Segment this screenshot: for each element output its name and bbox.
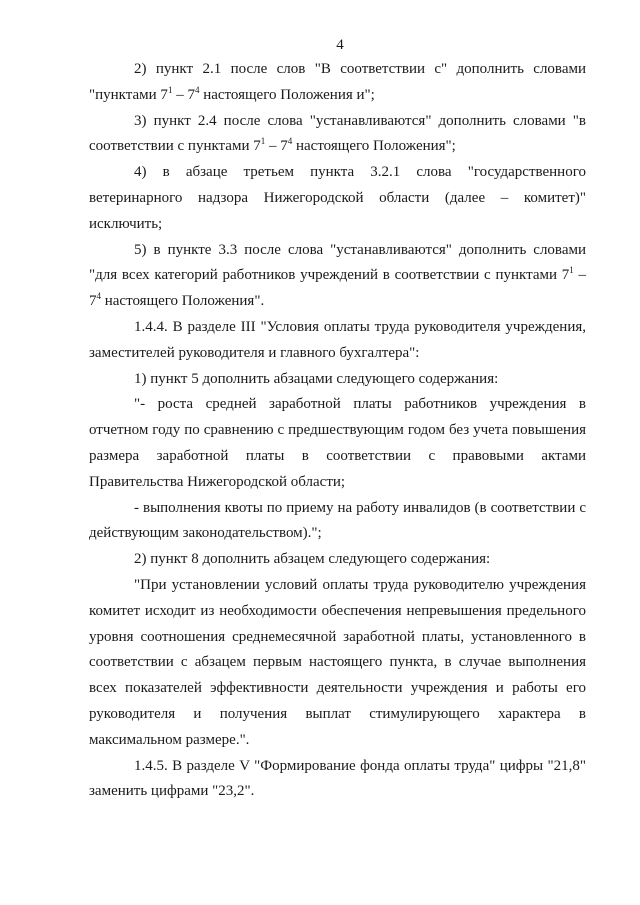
superscript: 1 — [167, 84, 173, 95]
quoted-paragraph: - выполнения квоты по приему на работу инвалидов (в соответствии с действующим законодательством)."; — [89, 499, 586, 542]
document-body — [89, 57, 586, 805]
paragraph-text: – 7 — [265, 138, 288, 155]
superscript: 1 — [569, 265, 574, 276]
paragraph-text: 3) пункт 2.4 после слова "устанавливаются" дополнить словами "в соответствии с пунктами 7 — [89, 112, 586, 155]
superscript: 4 — [96, 291, 101, 302]
quoted-paragraph: "- роста средней заработной платы работников учреждения в отчетном году по сравнению с предшествующим годом без учета повышения размера заработной платы в соответствии с правовыми актами Правительства Нижегородской области; — [89, 396, 586, 490]
superscript: 4 — [194, 84, 200, 95]
paragraph-text: – 7 — [89, 267, 587, 310]
paragraph-item-1: 1) пункт 5 дополнить абзацами следующего содержания: — [134, 370, 499, 387]
paragraph-text: настоящего Положения"; — [292, 138, 456, 155]
paragraph-item-3 — [89, 109, 586, 161]
superscript: 1 — [260, 136, 266, 147]
section-1-4-4: 1.4.4. В разделе III "Условия оплаты труда руководителя учреждения, заместителей руководителя и главного бухгалтера": — [89, 318, 586, 361]
page-number: 4 — [336, 37, 344, 53]
section-1-4-5: 1.4.5. В разделе V "Формирование фонда оплаты труда" цифры "21,8" заменить цифрами "23,2". — [89, 757, 586, 800]
paragraph-text: настоящего Положения и"; — [199, 86, 375, 103]
paragraph-text: – 7 — [172, 86, 195, 103]
paragraph-text: 5) в пункте 3.3 после слова "устанавливаются" дополнить словами "для всех категорий работников учреждений в соответствии с пунктами 7 — [89, 241, 586, 284]
paragraph-item-5 — [89, 238, 586, 315]
quoted-paragraph: "При установлении условий оплаты труда руководителю учреждения комитет исходит из необходимости обеспечения непревышения предельного уровня соотношения среднемесячной заработной платы, установленного в соответствии с абзацем первым настоящего пункта, в случае выполнения всех показателей эффективности деятельности учреждения и работы его руководителя и получения выплат стимулирующего характера в максимальном размере.". — [89, 576, 586, 748]
paragraph-item-2b: 2) пункт 8 дополнить абзацем следующего содержания: — [134, 551, 491, 568]
paragraph-item-2 — [89, 57, 586, 109]
paragraph-item-4: 4) в абзаце третьем пункта 3.2.1 слова "государственного ветеринарного надзора Нижегородской области (далее – комитет)" исключить; — [89, 164, 586, 232]
superscript: 4 — [287, 136, 293, 147]
paragraph-text: настоящего Положения". — [101, 293, 265, 310]
paragraph-text: 2) пункт 2.1 после слов "В соответствии с" дополнить словами "пунктами 7 — [89, 61, 586, 103]
